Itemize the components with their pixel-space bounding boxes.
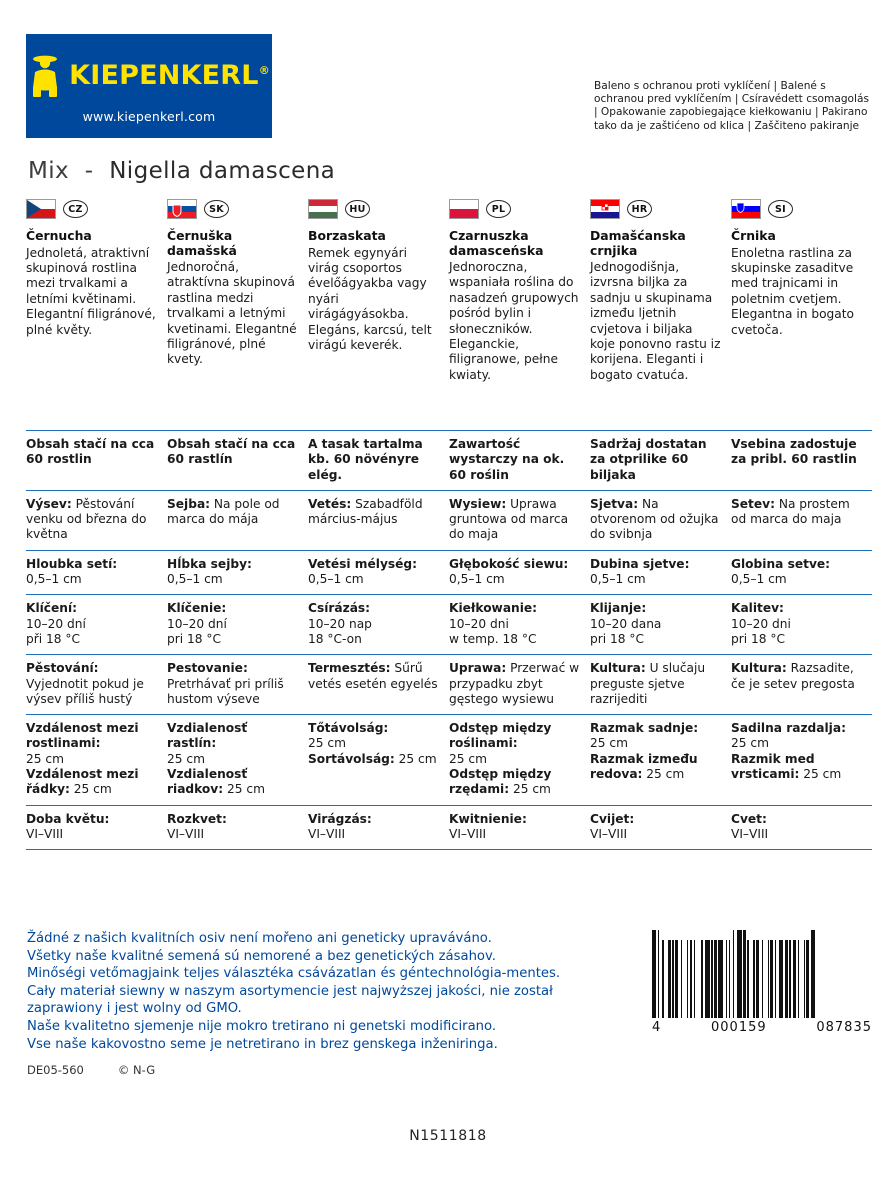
sowing-label: Sjetva: [590, 496, 639, 511]
spacing-label: Vzdálenost mezi rostlinami: [26, 721, 139, 751]
sowing-label: Setev: [731, 496, 775, 511]
plant-name: Černucha [26, 228, 92, 243]
plant-name: Črnika [731, 228, 776, 243]
germ-value: 10–20 dni [731, 616, 791, 631]
plant-name: Damašćanska crnjika [590, 228, 686, 258]
depth-value: 0,5–1 cm [731, 572, 787, 587]
care-label: Uprawa: [449, 661, 507, 676]
gmo-line: Naše kvalitetno sjemenje nije mokro tretirano ni genetski modificirano. [27, 1018, 497, 1034]
footer-codes [27, 1063, 155, 1077]
sowing-label: Výsev: [26, 496, 72, 511]
germ-label: Kalitev: [731, 601, 784, 616]
plant-name: Borzaskata [308, 228, 386, 243]
gmo-line: Vse naše kakovostno seme je netretirano in brez genskega inženiringa. [27, 1036, 498, 1052]
depth-row [26, 550, 872, 595]
table-cell [449, 812, 590, 843]
care-value: Vyjednotit pokud je výsev příliš hustý [26, 676, 144, 706]
sowing-value: Na otvorenom od ožujka do svibnja [590, 496, 719, 542]
table-cell [167, 812, 308, 843]
table-cell [26, 497, 167, 543]
flower-value: VI–VIII [449, 826, 487, 841]
table-cell [590, 721, 731, 797]
rows-value: 25 cm [803, 767, 842, 782]
flag-row [308, 196, 439, 222]
sowing-row [26, 490, 872, 550]
care-label: Kultura: [590, 661, 646, 676]
flower-value: VI–VIII [731, 826, 769, 841]
care-label: Pestovanie: [167, 661, 248, 676]
sowing-value: Pěstování venku od března do května [26, 496, 147, 542]
sowing-value: Szabadföld március-május [308, 496, 423, 527]
flag-row [590, 196, 721, 222]
depth-value: 0,5–1 cm [167, 572, 223, 587]
spacing-value: 25 cm [308, 736, 346, 751]
flower-label: Cvet: [731, 811, 767, 826]
plant-description: Jednoletá, atraktivní skupinová rostlina mezi trvalkami a letními květinami. Elegantní filigránové, plné květy. [26, 245, 156, 337]
language-code-badge: CZ [63, 200, 88, 218]
rows-label: Razmik med vrsticami: [731, 751, 815, 782]
spacing-row [26, 714, 872, 804]
language-column-hr [590, 196, 731, 383]
depth-label: Hĺbka sejby: [167, 556, 252, 571]
table-cell [167, 661, 308, 707]
rows-label: Vzdálenost mezi řádky: [26, 767, 139, 797]
table-cell [449, 557, 590, 588]
depth-label: Głębokość siewu: [449, 556, 569, 571]
table-cell [26, 437, 167, 483]
care-value: Pretrhávať pri príliš hustom výseve [167, 676, 284, 706]
sowing-value: Na pole od marca do mája [167, 496, 280, 527]
table-cell [308, 601, 449, 647]
table-cell [26, 601, 167, 647]
registered-mark: ® [258, 63, 270, 77]
germ-value: pri 18 °C [167, 631, 221, 646]
depth-value: 0,5–1 cm [308, 572, 364, 587]
germ-label: Klíčení: [26, 601, 78, 616]
flower-value: VI–VIII [590, 826, 628, 841]
germ-value: při 18 °C [26, 631, 80, 646]
germ-value: 10–20 dni [449, 616, 509, 631]
germ-label: Klíčenie: [167, 601, 227, 616]
brand-url: www.kiepenkerl.com [82, 109, 216, 124]
flag-hr-icon [590, 199, 620, 219]
amount: Vsebina zadostuje za pribl. 60 rastlin [731, 437, 857, 467]
language-columns [26, 196, 872, 383]
rows-value: 25 cm [226, 782, 265, 797]
germ-value: 10–20 dní [167, 616, 227, 631]
table-cell [167, 557, 308, 588]
table-cell [731, 721, 872, 797]
table-cell [731, 557, 872, 588]
sowing-label: Vetés: [308, 496, 352, 511]
table-cell [167, 497, 308, 543]
title-dash: - [84, 158, 94, 184]
table-cell [590, 437, 731, 483]
table-cell [590, 812, 731, 843]
spacing-value: 25 cm [26, 751, 64, 766]
depth-value: 0,5–1 cm [590, 572, 646, 587]
spacing-label: Sadilna razdalja: [731, 721, 846, 736]
language-column-sk [167, 196, 308, 383]
language-column-hu [308, 196, 449, 383]
spacing-label: Tőtávolság: [308, 721, 389, 736]
gmo-statement [27, 930, 627, 1053]
spacing-label: Odstęp między roślinami: [449, 721, 552, 751]
language-code-badge: SI [768, 200, 793, 218]
table-bottom-rule [26, 849, 872, 850]
germ-label: Klijanje: [590, 601, 647, 616]
barcode-bar [815, 930, 816, 1018]
table-cell [308, 497, 449, 543]
rows-label: Sortávolság: [308, 751, 395, 766]
gmo-line: Cały materiał siewny w naszym asortymencie jest najwyższej jakości, nie został zaprawiony i jest wolny od GMO. [27, 983, 553, 1017]
brand-name: KIEPENKERL® [69, 59, 270, 91]
barcode-digits [652, 1020, 872, 1035]
farmer-icon [28, 52, 62, 98]
sowing-value: Uprawa gruntowa od marca do maja [449, 496, 569, 542]
title-species: Nigella damascena [109, 158, 336, 184]
rows-value: 25 cm [398, 751, 437, 766]
rows-value: 25 cm [646, 767, 685, 782]
plant-description: Jednogodišnja, izvrsna biljka za sadnju u skupinama između ljetnih cvjetova i biljaka koje ponovno rastu iz korijena. Eleganti i bogato cvatuća. [590, 260, 721, 382]
table-cell [731, 812, 872, 843]
amount: Sadržaj dostatan za otprilike 60 biljaka [590, 437, 707, 482]
amount: Obsah stačí na cca 60 rostlin [26, 437, 155, 467]
table-cell [449, 601, 590, 647]
rows-label: Odstęp między rzędami: [449, 767, 552, 797]
page-title [28, 158, 335, 184]
language-column-cz [26, 196, 167, 383]
plant-description: Jednoroczna, wspaniała roślina do nasadzeń grupowych pośród bylin i słoneczników. Eleganckie, filigranowe, pełne kwiaty. [449, 260, 579, 382]
depth-value: 0,5–1 cm [26, 572, 82, 587]
flower-value: VI–VIII [167, 826, 205, 841]
language-column-si [731, 196, 872, 383]
table-cell [449, 497, 590, 543]
table-cell [731, 661, 872, 707]
flag-si-icon [731, 199, 761, 219]
germination-row [26, 594, 872, 654]
rows-value: 25 cm [512, 782, 551, 797]
plant-name: Czarnuszka damasceńska [449, 228, 544, 258]
header [26, 34, 870, 139]
plant-description: Jednoročná, atraktívna skupinová rastlina medzi trvalkami a letnými kvetinami. Elegantné filigránové, plné kvety. [167, 260, 297, 367]
germ-label: Csírázás: [308, 601, 371, 616]
plant-description: Remek egynyári virág csoportos évelőágyakba vagy nyári virágágyásokba. Elegáns, karcsú, telt virágú keverék. [308, 245, 432, 352]
rows-label: Razmak između redova: [590, 751, 698, 782]
depth-label: Dubina sjetve: [590, 556, 690, 571]
care-label: Pěstování: [26, 661, 99, 676]
germ-value: pri 18 °C [590, 631, 644, 646]
flowering-row [26, 805, 872, 850]
depth-value: 0,5–1 cm [449, 572, 505, 587]
depth-label: Globina setve: [731, 556, 831, 571]
table-cell [731, 437, 872, 483]
table-cell [590, 497, 731, 543]
germ-label: Kiełkowanie: [449, 601, 538, 616]
spacing-value: 25 cm [449, 751, 487, 766]
care-value: Razsadite, če je setev pregosta [731, 661, 855, 691]
sowing-value: Na prostem od marca do maja [731, 496, 850, 527]
gmo-line: Žádné z našich kvalitních osiv není mořeno ani geneticky upraváváno. [27, 931, 492, 946]
brand-logo [26, 34, 272, 138]
germ-value: w temp. 18 °C [449, 631, 537, 646]
logo-row [28, 52, 270, 98]
flower-label: Rozkvet: [167, 811, 227, 826]
amount: Obsah stačí na cca 60 rastlín [167, 437, 296, 467]
table-cell [731, 601, 872, 647]
sowing-label: Sejba: [167, 496, 211, 511]
table-cell [590, 601, 731, 647]
spacing-value: 25 cm [590, 736, 628, 751]
barcode-bars [652, 940, 872, 1018]
flower-value: VI–VIII [26, 826, 64, 841]
flag-row [731, 196, 862, 222]
care-label: Kultura: [731, 661, 787, 676]
language-code-badge: SK [204, 200, 229, 218]
care-row [26, 654, 872, 714]
table-cell [308, 721, 449, 797]
gmo-line: Všetky naše kvalitné semená sú nemorené a bez genetických zásahov. [27, 948, 496, 964]
table-cell [449, 661, 590, 707]
flag-row [449, 196, 580, 222]
flag-row [167, 196, 298, 222]
care-value: Sűrű vetés esetén egyelés [308, 661, 438, 691]
language-code-badge: PL [486, 200, 511, 218]
spacing-label: Razmak sadnje: [590, 721, 699, 736]
table-cell [308, 437, 449, 483]
depth-label: Vetési mélység: [308, 556, 418, 571]
table-cell [308, 812, 449, 843]
germ-value: 18 °C-on [308, 631, 362, 646]
sowing-label: Wysiew: [449, 496, 507, 511]
packaging-notice: Baleno s ochranou proti vyklíčení | Balené s ochranou pred vyklíčením | Csíravédett csomagolás | Opakowanie zapobiegające kiełkowaniu | Pakirano tako da je zaštićeno od klica | Zaščiteno pakiranje [594, 80, 869, 132]
barcode-digit-left: 4 [652, 1020, 662, 1035]
table-cell [26, 557, 167, 588]
language-code-badge: HU [345, 200, 370, 218]
culture-data-rows [26, 430, 872, 850]
title-mix: Mix [28, 158, 70, 184]
spacing-value: 25 cm [167, 751, 205, 766]
language-code-badge: HR [627, 200, 652, 218]
plant-description: Enoletna rastlina za skupinske zasaditve med trajnicami in poletnim cvetjem. Elegantna in bogato cvetoča. [731, 245, 854, 337]
flag-hu-icon [308, 199, 338, 219]
germ-value: pri 18 °C [731, 631, 785, 646]
table-cell [26, 661, 167, 707]
flag-cz-icon [26, 199, 56, 219]
care-value: U slučaju preguste sjetve razrijediti [590, 661, 706, 706]
germ-value: 10–20 dana [590, 616, 662, 631]
flower-value: VI–VIII [308, 826, 346, 841]
table-cell [167, 437, 308, 483]
copyright-note: © N-G [117, 1063, 156, 1077]
gmo-line: Minőségi vetőmagjaink teljes választéka csávázatlan és géntechnológia-mentes. [27, 966, 561, 982]
flag-row [26, 196, 157, 222]
table-cell [26, 721, 167, 797]
rows-label: Vzdialenosť riadkov: [167, 767, 248, 797]
care-label: Termesztés: [308, 661, 391, 676]
barcode [652, 940, 872, 1040]
table-cell [167, 601, 308, 647]
article-number: DE05-560 [27, 1063, 84, 1077]
flower-label: Kwitnienie: [449, 811, 527, 826]
table-cell [731, 497, 872, 543]
table-cell [449, 437, 590, 483]
table-cell [308, 557, 449, 588]
table-cell [449, 721, 590, 797]
germ-value: 10–20 nap [308, 616, 372, 631]
amount: A tasak tartalma kb. 60 növényre elég. [308, 437, 423, 482]
barcode-digit-mid: 000159 [711, 1020, 767, 1035]
care-value: Przerwać w przypadku zbyt gęstego wysiewu [449, 661, 580, 706]
flag-pl-icon [449, 199, 479, 219]
table-cell [590, 661, 731, 707]
amount-row [26, 430, 872, 490]
table-cell [308, 661, 449, 707]
barcode-digit-right: 087835 [816, 1020, 872, 1035]
table-cell [26, 812, 167, 843]
depth-label: Hloubka setí: [26, 556, 118, 571]
plant-name: Černuška damašská [167, 228, 237, 258]
flag-sk-icon [167, 199, 197, 219]
table-cell [590, 557, 731, 588]
language-column-pl [449, 196, 590, 383]
germ-value: 10–20 dní [26, 616, 86, 631]
rows-value: 25 cm [73, 782, 112, 797]
flower-label: Doba květu: [26, 811, 110, 826]
table-cell [167, 721, 308, 797]
spacing-value: 25 cm [731, 736, 769, 751]
amount: Zawartość wystarczy na ok. 60 roślin [449, 437, 565, 482]
document-number: N1511818 [409, 1128, 487, 1144]
spacing-label: Vzdialenosť rastlín: [167, 721, 248, 751]
flower-label: Virágzás: [308, 811, 372, 826]
flower-label: Cvijet: [590, 811, 635, 826]
